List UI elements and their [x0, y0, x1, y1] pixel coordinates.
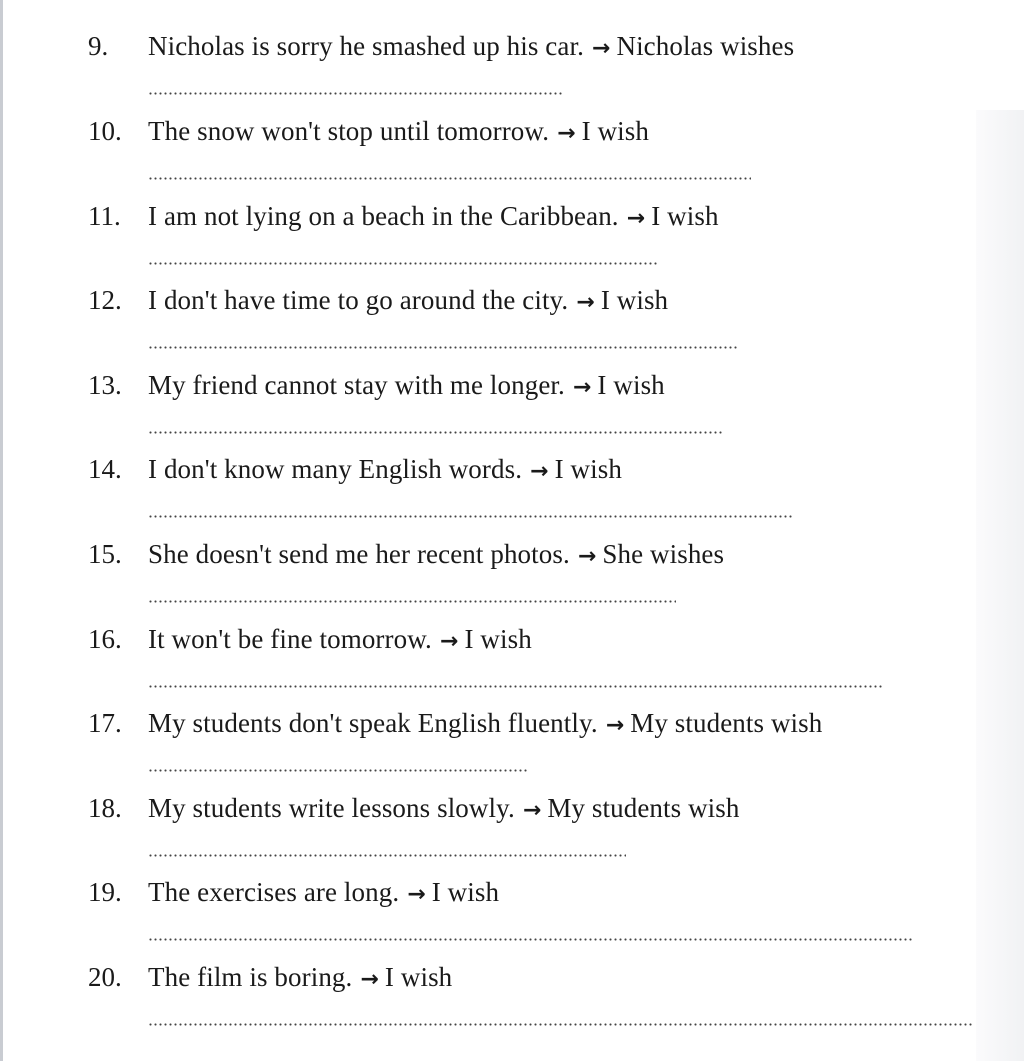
- item-prompt: The snow won't stop until tomorrow.: [148, 116, 550, 146]
- item-sentence: [148, 282, 668, 321]
- item-stem: I wish: [464, 624, 532, 654]
- item-number: 18.: [88, 793, 122, 823]
- exercise-item-19: [0, 846, 1024, 930]
- item-stem: I wish: [600, 285, 669, 315]
- exercise-item-13: [0, 339, 1024, 423]
- exercise-item-17: [0, 677, 1024, 761]
- item-sentence: [148, 621, 532, 660]
- item-prompt: My friend cannot stay with me longer.: [148, 370, 565, 400]
- item-sentence: [148, 874, 499, 913]
- item-sentence: [148, 28, 794, 67]
- item-number: 9.: [88, 31, 109, 61]
- item-prompt: My students write lessons slowly.: [148, 793, 515, 823]
- exercise-item-16: [0, 593, 1024, 677]
- item-sentence: [148, 959, 452, 998]
- exercise-item-10: [0, 85, 1024, 169]
- item-number: 12.: [88, 285, 122, 315]
- item-number: 14.: [88, 454, 122, 484]
- item-number: 19.: [88, 877, 122, 907]
- item-sentence: [148, 536, 724, 575]
- arrow-right-icon: →: [530, 459, 549, 484]
- item-prompt: She doesn't send me her recent photos.: [148, 539, 570, 569]
- arrow-right-icon: →: [360, 967, 379, 992]
- item-prompt: I don't know many English words.: [148, 454, 523, 484]
- item-prompt: Nicholas is sorry he smashed up his car.: [148, 31, 584, 61]
- item-prompt: My students don't speak English fluently.: [148, 708, 598, 738]
- item-prompt: The film is boring.: [148, 962, 353, 992]
- item-stem: Nicholas wishes: [616, 31, 795, 61]
- exercise-item-9: [0, 0, 1024, 84]
- item-stem: I wish: [651, 201, 719, 231]
- item-number: 20.: [88, 962, 122, 992]
- arrow-right-icon: →: [605, 713, 625, 738]
- item-sentence: [148, 367, 665, 406]
- item-number: 13.: [88, 370, 122, 400]
- item-sentence: [148, 113, 649, 152]
- item-sentence: [148, 451, 622, 490]
- exercise-item-15: [0, 508, 1024, 592]
- exercise-item-14: [0, 423, 1024, 507]
- item-stem: I wish: [384, 962, 453, 992]
- exercise-item-20: [0, 931, 1024, 1015]
- item-stem: My students wish: [547, 793, 740, 823]
- item-number: 15.: [88, 539, 122, 569]
- arrow-right-icon: →: [576, 290, 595, 315]
- arrow-right-icon: →: [557, 121, 576, 146]
- arrow-right-icon: →: [591, 36, 611, 61]
- item-stem: She wishes: [602, 539, 725, 569]
- arrow-right-icon: →: [522, 798, 542, 823]
- arrow-right-icon: →: [626, 206, 646, 231]
- item-stem: I wish: [597, 370, 665, 400]
- item-sentence: [148, 705, 822, 744]
- exercise-item-12: [0, 254, 1024, 338]
- exercise-item-11: [0, 170, 1024, 254]
- exercise-item-18: [0, 762, 1024, 846]
- item-prompt: The exercises are long.: [148, 877, 400, 907]
- item-number: 17.: [88, 708, 122, 738]
- item-prompt: It won't be fine tomorrow.: [148, 624, 432, 654]
- item-number: 10.: [88, 116, 122, 146]
- arrow-right-icon: →: [407, 882, 426, 907]
- item-stem: I wish: [431, 877, 500, 907]
- item-sentence: [148, 198, 719, 237]
- item-stem: My students wish: [630, 708, 823, 738]
- item-number: 11.: [88, 201, 121, 231]
- item-stem: I wish: [554, 454, 622, 484]
- item-sentence: [148, 790, 739, 829]
- item-prompt: I don't have time to go around the city.: [148, 285, 569, 315]
- answer-blank[interactable]: [148, 1023, 974, 1026]
- arrow-right-icon: →: [439, 629, 459, 654]
- item-number: 16.: [88, 624, 122, 654]
- item-prompt: I am not lying on a beach in the Caribbean.: [148, 201, 619, 231]
- arrow-right-icon: →: [577, 544, 597, 569]
- arrow-right-icon: →: [572, 375, 592, 400]
- item-stem: I wish: [581, 116, 649, 146]
